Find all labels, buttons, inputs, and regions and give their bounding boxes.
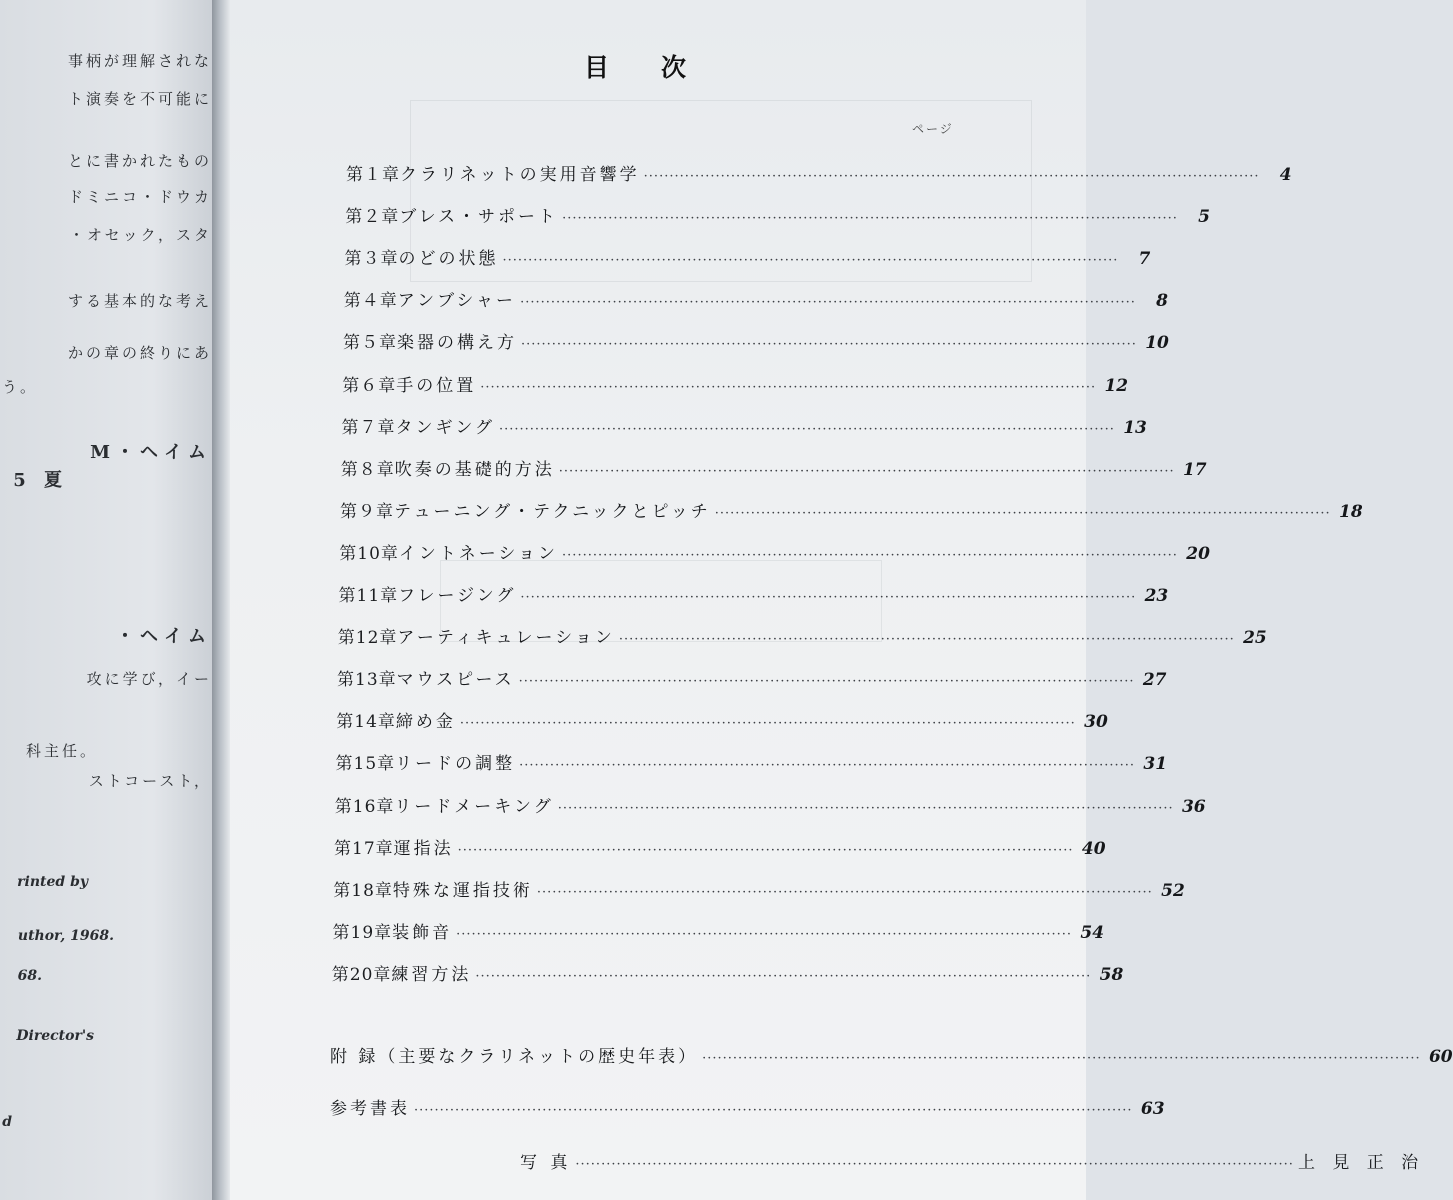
toc-entry [335, 749, 1168, 779]
chapter-title: 練習方法 [391, 964, 472, 985]
toc-entry [334, 834, 1106, 864]
dot-leader: ························································································································ [557, 800, 1174, 816]
toc-entry [341, 413, 1147, 443]
left-credit-line: Director's [16, 1028, 94, 1044]
left-text-line: 攻に学び，イー [86, 670, 212, 688]
toc-entry [336, 707, 1108, 737]
page-number: 36 [1181, 796, 1206, 817]
left-text-line: ・オセック，スタ [69, 226, 212, 244]
chapter-number: 第12章 [337, 628, 398, 649]
toc-bibliography [330, 1094, 1165, 1124]
page-column-label: ページ [912, 122, 954, 136]
page-number: 7 [1138, 249, 1151, 270]
toc-entry [337, 623, 1267, 653]
left-author-heading: ・ヘイム [116, 626, 212, 647]
chapter-title: クラリネットの実用音響学 [400, 165, 640, 185]
dot-leader: ························································································································ [562, 211, 1178, 227]
dot-leader: ························································································································ [521, 337, 1137, 353]
page-number: 40 [1081, 838, 1106, 859]
chapter-number: 第19章 [332, 922, 393, 943]
photo-credit [520, 1148, 1425, 1178]
left-author-name: M・ヘイム [90, 442, 212, 463]
chapter-title: 締め金 [395, 712, 456, 733]
chapter-title: リードの調整 [395, 754, 516, 775]
toc-entry [331, 960, 1124, 990]
toc-entry [333, 876, 1185, 906]
chapter-title: アーティキュレーション [397, 628, 615, 649]
page-number: 17 [1182, 459, 1207, 480]
dot-leader: ············································································································································ [702, 1051, 1421, 1066]
chapter-number: 第７章 [341, 417, 396, 438]
page-number: 8 [1156, 291, 1168, 312]
dot-leader: ························································································································ [502, 253, 1119, 269]
page-number: 60 [1428, 1047, 1453, 1067]
dot-leader: ························································································································ [459, 716, 1076, 732]
chapter-number: 第15章 [335, 754, 396, 775]
dot-leader: ························································································································ [457, 842, 1074, 858]
chapter-number: 第１章 [346, 165, 400, 185]
chapter-number: 第８章 [340, 459, 395, 480]
dot-leader: ························································································································ [536, 884, 1153, 900]
toc-entry [332, 918, 1105, 948]
page-number: 12 [1104, 375, 1129, 396]
chapter-title: 楽器の構え方 [397, 333, 517, 354]
toc-appendix [330, 1042, 1453, 1072]
dot-leader: ························································································································ [558, 463, 1175, 479]
toc-entry [340, 497, 1363, 527]
dot-leader: ············································································································································ [575, 1157, 1294, 1172]
dot-leader: ························································································································ [475, 968, 1092, 984]
chapter-title: 手の位置 [396, 375, 477, 396]
chapter-title: タンギング [395, 417, 495, 438]
chapter-number: 第３章 [344, 249, 399, 270]
page-number: 18 [1339, 501, 1363, 522]
toc-entry [342, 371, 1129, 401]
photographer-name: 上 見 正 治 [1297, 1153, 1425, 1173]
chapter-number: 第17章 [334, 838, 394, 859]
chapter-title: 運指法 [393, 838, 454, 859]
bibliography-title: 参考書表 [330, 1099, 410, 1119]
dot-leader: ························································································································ [643, 169, 1260, 184]
chapter-number: 第11章 [338, 586, 399, 606]
chapter-title: のどの状態 [398, 249, 499, 270]
left-text-line: する基本的な考え [67, 292, 212, 310]
left-credit-line: uthor, 1968. [17, 928, 114, 944]
left-date-line: 5 夏 [13, 470, 68, 491]
page-number: 30 [1084, 712, 1108, 733]
left-text-line: ストコースト， [88, 772, 212, 790]
page-number: 54 [1080, 922, 1105, 943]
chapter-title: フレージング [398, 586, 517, 606]
dot-leader: ························································································································ [518, 674, 1135, 690]
dot-leader: ························································································································ [618, 632, 1235, 648]
chapter-title: ブレス・サポート [399, 207, 559, 228]
chapter-title: 特殊な運指技術 [392, 880, 533, 901]
page-number: 25 [1243, 628, 1267, 649]
toc-entry [344, 244, 1151, 274]
left-text-line: かの章の終りにあ [67, 344, 212, 362]
dot-leader: ························································································································ [499, 421, 1115, 437]
dot-leader: ························································································································ [714, 505, 1331, 521]
dot-leader: ························································································································ [562, 547, 1178, 563]
toc-entry [337, 665, 1167, 695]
left-credit-line: 68. [17, 968, 42, 984]
chapter-number: 第２章 [345, 207, 400, 228]
chapter-title: 吹奏の基礎的方法 [394, 459, 555, 480]
dot-leader: ························································································································ [520, 295, 1136, 311]
chapter-number: 第16章 [334, 796, 395, 817]
chapter-number: 第９章 [340, 501, 394, 522]
toc-entry [345, 202, 1210, 232]
page-number: 58 [1099, 964, 1124, 985]
page-number: 4 [1279, 165, 1292, 185]
chapter-title: マウスピース [396, 670, 515, 691]
toc-title: 目次 [584, 53, 739, 82]
page-number: 52 [1161, 880, 1185, 901]
page-number: 27 [1142, 670, 1167, 691]
book-spine [212, 0, 230, 1200]
chapter-number: 第10章 [339, 543, 399, 564]
chapter-number: 第６章 [342, 375, 397, 396]
toc-entry [343, 286, 1168, 316]
toc-entry [343, 328, 1169, 358]
dot-leader: ························································································································ [480, 379, 1097, 395]
toc-entry [340, 455, 1207, 485]
left-text-line: う。 [1, 378, 38, 396]
dot-leader: ············································································································································ [414, 1103, 1133, 1118]
chapter-title: 装飾音 [392, 922, 453, 943]
chapter-number: 第４章 [343, 291, 398, 312]
left-text-line: 事柄が理解されな [67, 52, 212, 70]
dot-leader: ························································································································ [520, 590, 1137, 605]
left-page [0, 0, 218, 1200]
page-number: 13 [1123, 417, 1147, 438]
chapter-number: 第５章 [343, 333, 397, 354]
left-text-line: とに書かれたもの [67, 152, 212, 170]
page-number: 20 [1186, 543, 1210, 564]
page-number: 63 [1140, 1099, 1165, 1119]
chapter-number: 第20章 [331, 964, 392, 985]
chapter-title: アンブシャー [397, 291, 517, 312]
page-number: 5 [1198, 207, 1210, 228]
photo-label: 写 真 [520, 1153, 572, 1173]
chapter-number: 第13章 [337, 670, 397, 691]
toc-entry [338, 581, 1169, 611]
chapter-number: 第14章 [336, 712, 396, 733]
left-text-line: ドミニコ・ドウカ [67, 188, 212, 206]
left-text-line: 科主任。 [25, 742, 98, 760]
toc-entry [346, 160, 1292, 190]
page-number: 10 [1145, 333, 1169, 354]
page-number: 23 [1144, 586, 1169, 606]
dot-leader: ························································································································ [519, 758, 1136, 774]
appendix-title: 附 録（主要なクラリネットの歴史年表） [330, 1047, 699, 1067]
chapter-number: 第18章 [333, 880, 393, 901]
toc-entry [339, 539, 1210, 569]
dot-leader: ························································································································ [456, 926, 1073, 942]
chapter-title: イントネーション [398, 543, 559, 564]
left-credit-line: d [2, 1114, 12, 1130]
chapter-title: リードメーキング [394, 796, 554, 817]
page-number: 31 [1143, 754, 1168, 775]
left-credit-line: rinted by [17, 874, 88, 890]
chapter-title: テューニング・テクニックとピッチ [394, 501, 711, 522]
left-text-line: ト演奏を不可能に [67, 90, 212, 108]
toc-entry [334, 792, 1206, 822]
